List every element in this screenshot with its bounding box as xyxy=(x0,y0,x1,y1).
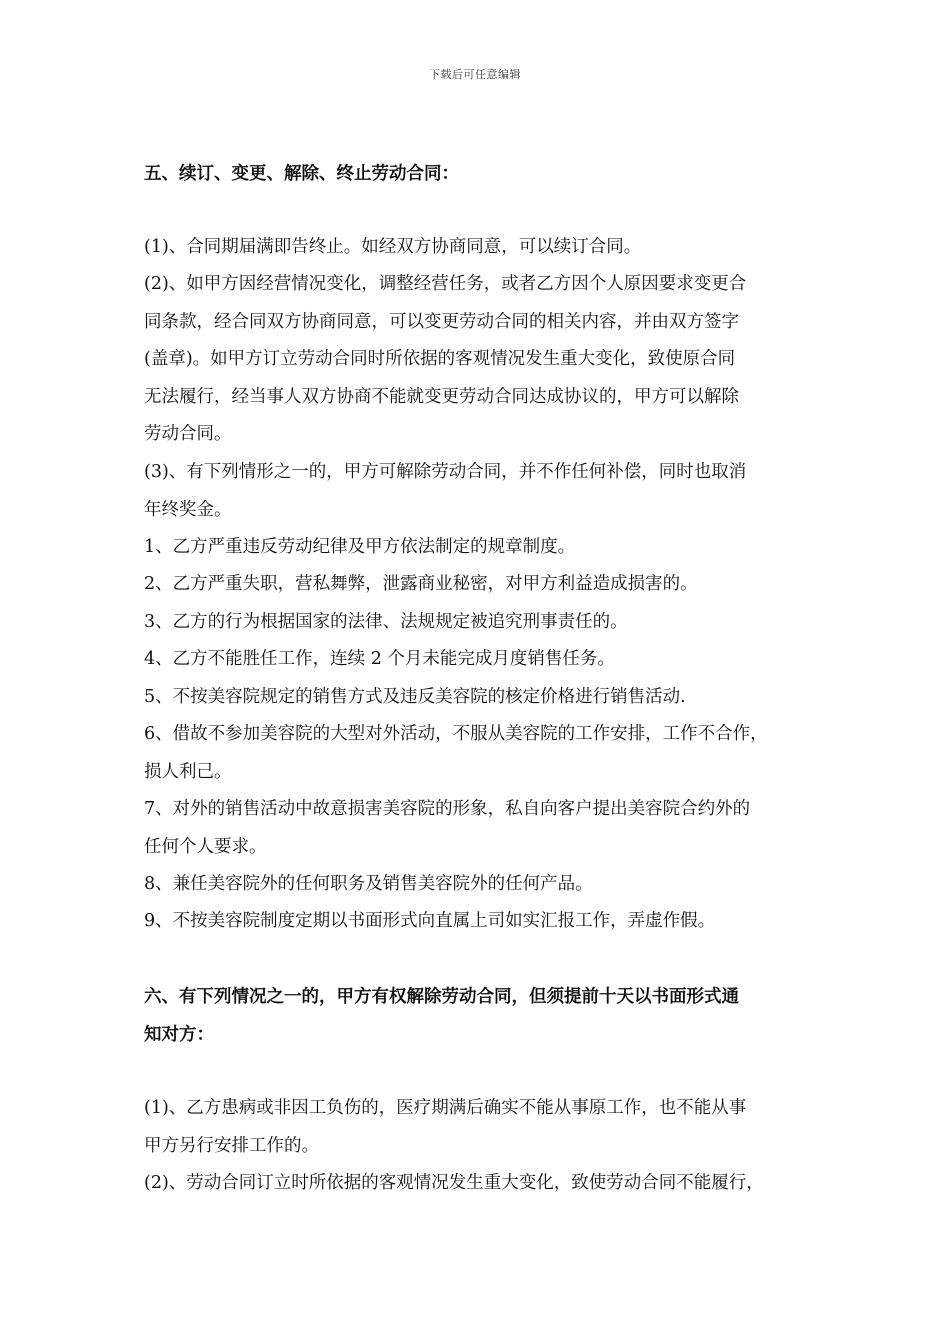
section-5-clause-3 xyxy=(144,454,812,529)
paragraph-line: 6、借故不参加美容院的大型对外活动，不服从美容院的工作安排，工作不合作， xyxy=(144,724,768,744)
list-item xyxy=(144,866,812,904)
list-item xyxy=(144,903,812,941)
list-item xyxy=(144,529,812,567)
page-header: 下载后可任意编辑 xyxy=(429,68,521,81)
section-6-clause-1 xyxy=(144,1090,812,1165)
section-5-clause-2 xyxy=(144,266,812,454)
list-item xyxy=(144,679,812,717)
paragraph-line: 4、乙方不能胜任工作，连续 2 个月未能完成月度销售任务。 xyxy=(144,649,615,669)
list-item xyxy=(144,791,812,866)
paragraph-line: 3、乙方的行为根据国家的法律、法规规定被追究刑事责任的。 xyxy=(144,612,628,632)
heading-line: 知对方： xyxy=(144,1025,214,1045)
section-6-clause-2 xyxy=(144,1165,812,1203)
heading-line: 六、有下列情况之一的，甲方有权解除劳动合同，但须提前十天以书面形式通 xyxy=(144,987,739,1007)
paragraph-line: 同条款，经合同双方协商同意，可以变更劳动合同的相关内容，并由双方签字 xyxy=(144,311,739,332)
section-5-clause-1 xyxy=(144,229,812,267)
list-item xyxy=(144,566,812,604)
paragraph-line: 1、乙方严重违反劳动纪律及甲方依法制定的规章制度。 xyxy=(144,537,576,557)
list-item xyxy=(144,716,812,791)
paragraph-line: (3)、有下列情形之一的，甲方可解除劳动合同，并不作任何补偿，同时也取消 xyxy=(144,462,747,482)
paragraph-line: 2、乙方严重失职，营私舞弊，泄露商业秘密，对甲方利益造成损害的。 xyxy=(144,574,698,594)
paragraph-line: 9、不按美容院制度定期以书面形式向直属上司如实汇报工作，弄虚作假。 xyxy=(144,911,716,931)
paragraph-line: 无法履行，经当事人双方协商不能就变更劳动合同达成协议的，甲方可以解除 xyxy=(144,386,739,407)
paragraph-line: (2)、如甲方因经营情况变化，调整经营任务，或者乙方因个人原因要求变更合 xyxy=(144,274,747,294)
paragraph-line: (1)、乙方患病或非因工负伤的，医疗期满后确实不能从事原工作，也不能从事 xyxy=(144,1098,747,1118)
paragraph-line: (2)、劳动合同订立时所依据的客观情况发生重大变化，致使劳动合同不能履行， xyxy=(144,1173,764,1193)
paragraph-line: 损人利己。 xyxy=(144,761,232,782)
list-item xyxy=(144,604,812,642)
section-6-heading xyxy=(144,978,812,1054)
paragraph-line: (盖章)。如甲方订立劳动合同时所依据的客观情况发生重大变化，致使原合同 xyxy=(144,349,736,369)
paragraph-line: 8、兼任美容院外的任何职务及销售美容院外的任何产品。 xyxy=(144,874,593,894)
paragraph-line: 5、不按美容院规定的销售方式及违反美容院的核定价格进行销售活动. xyxy=(144,687,686,707)
heading-line: 五、续订、变更、解除、终止劳动合同： xyxy=(144,164,459,184)
paragraph-line: 年终奖金。 xyxy=(144,499,232,520)
paragraph-line: 7、对外的销售活动中故意损害美容院的形象，私自向客户提出美容院合约外的 xyxy=(144,799,751,819)
paragraph-line: 劳动合同。 xyxy=(144,424,232,444)
section-5-heading xyxy=(144,155,812,193)
paragraph-line: 任何个人要求。 xyxy=(144,836,267,857)
paragraph-line: (1)、合同期届满即告终止。如经双方协商同意，可以续订合同。 xyxy=(144,237,642,257)
list-item xyxy=(144,641,812,679)
paragraph-line: 甲方另行安排工作的。 xyxy=(144,1135,319,1156)
